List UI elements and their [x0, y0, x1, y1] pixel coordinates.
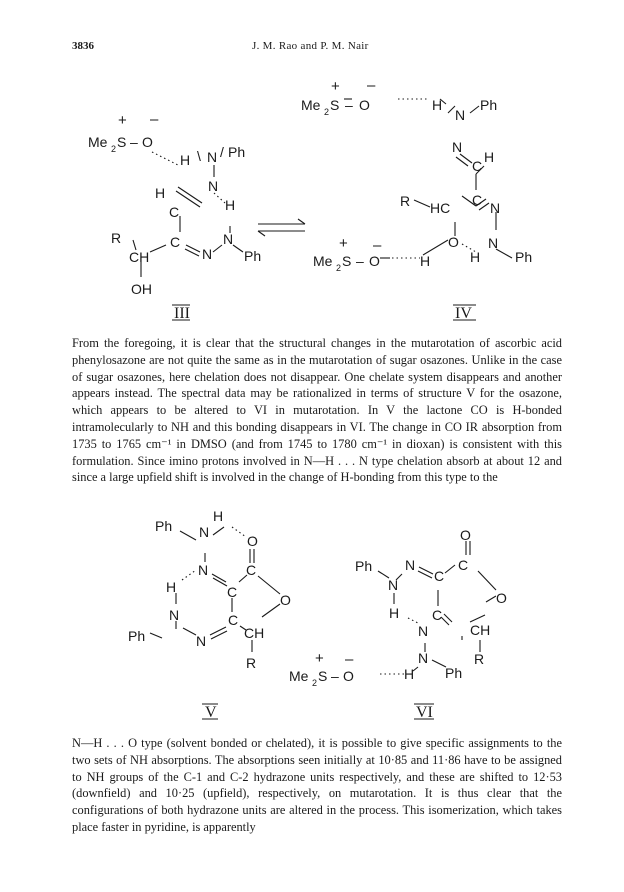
iv-dmso-sub: 2: [324, 107, 330, 117]
v-h-top: H: [213, 508, 224, 524]
chemical-bond: [470, 615, 485, 622]
vi-r: R: [474, 651, 485, 667]
chemical-bond: [213, 527, 224, 535]
chemical-bond: [210, 627, 226, 635]
vi-dmso-sub: 2: [312, 678, 318, 688]
iv-c2: C: [472, 192, 483, 208]
bond-glyph: [88, 134, 108, 150]
iii-n2: N: [202, 246, 213, 262]
v-n2: N: [169, 607, 180, 623]
chemical-bond: [470, 106, 479, 113]
bond-glyph: –: [331, 668, 339, 684]
hydrogen-bond: [152, 152, 178, 165]
iv-n-top: N: [455, 107, 466, 123]
v-n3: N: [196, 633, 207, 649]
vi-h-dmso: H: [404, 666, 415, 682]
chemical-bond: [448, 106, 455, 113]
iv-dmso2-o: O: [369, 253, 380, 269]
iii-ph-bottom: Ph: [244, 248, 262, 264]
iv-dmso-o: O: [359, 97, 370, 113]
iii-c1: C: [169, 204, 180, 220]
chemical-bond: [445, 565, 455, 573]
vi-dmso-minus: –: [345, 651, 354, 668]
hydrogen-bond: [408, 618, 418, 623]
iii-dmso-o: O: [142, 134, 153, 150]
bond-glyph: –: [345, 97, 353, 113]
chemical-bond: [233, 245, 243, 252]
v-c-carbonyl: C: [246, 562, 257, 578]
vi-c-carbonyl: C: [458, 557, 469, 573]
label-iii: III: [174, 305, 190, 322]
scheme-iii-iv: [0, 0, 624, 335]
vi-ph-bottom: Ph: [445, 665, 463, 681]
iv-h-c1: H: [484, 149, 495, 165]
v-o-ring: O: [280, 592, 291, 608]
bond-glyph: –: [356, 253, 364, 269]
iii-dmso-s: S: [117, 134, 127, 150]
v-c2: C: [228, 612, 239, 628]
vi-n3: N: [418, 650, 429, 666]
chemical-bond: [496, 249, 512, 258]
iv-n3: N: [488, 235, 499, 251]
v-h-bridge: H: [166, 579, 177, 595]
chemical-bond: [432, 660, 446, 667]
iii-h-top: H: [180, 152, 191, 168]
iv-hc: HC: [430, 200, 451, 216]
chemical-bond: [298, 219, 305, 224]
iii-h-bridge: H: [225, 197, 236, 213]
iii-dmso-minus: –: [150, 111, 159, 128]
iv-ph-top: Ph: [480, 97, 498, 113]
v-r: R: [246, 655, 257, 671]
iv-h-top: H: [432, 97, 443, 113]
iv-dmso-plus: +: [331, 78, 340, 95]
chemical-bond: [180, 531, 196, 540]
bond-glyph: \: [197, 148, 201, 164]
iv-dmso-minus: –: [367, 77, 376, 94]
label-v: V: [205, 704, 217, 721]
iv-n2: N: [490, 200, 501, 216]
v-o-carbonyl: O: [247, 533, 258, 549]
vi-c2: C: [432, 607, 443, 623]
hydrogen-bond: [214, 193, 225, 203]
iii-r: R: [111, 230, 122, 246]
v-n-imine: N: [198, 562, 209, 578]
bond-glyph: –: [130, 134, 138, 150]
iv-dmso2-sub: 2: [336, 263, 342, 273]
iv-dmso-s: S: [330, 97, 340, 113]
vi-n2: N: [418, 623, 429, 639]
v-ch: CH: [244, 625, 265, 641]
vi-ch: CH: [470, 622, 491, 638]
vi-ph-top: Ph: [355, 558, 373, 574]
chemical-bond: [183, 628, 196, 635]
page-number: 3836: [72, 40, 94, 52]
iii-h-c1: H: [155, 185, 166, 201]
label-vi: VI: [416, 704, 433, 721]
chemical-bond: [258, 231, 265, 236]
iv-c1: C: [472, 158, 483, 174]
iii-ph-top: Ph: [228, 144, 246, 160]
chemical-bond: [213, 245, 222, 252]
scheme-v-vi: [0, 500, 624, 725]
vi-dmso-s: S: [318, 668, 328, 684]
paragraph-1: From the foregoing, it is clear that the structural changes in the mutarotation of ascorbic acid phenylosazone are not quite the same as in the mutarotation of sugar osazones. Unlike in the case of sugar osazones, here chelation does not disappear. One chelate system disappears and another appears instead. The spectral data may be rationalized in terms of structure V for the osazone, which appears to be altered to VI in mutarotation. In V the lactone CO is H-bonded intramolecularly to NH and this bonding disappears in VI. The change in CO IR absorption from 1735 to 1765 cm⁻¹ in DMSO (and from 1745 to 1780 cm⁻¹ in dioxan) is consistent with this formulation. Since imino protons involved in N—H . . . N type chelation absorb at about 12 and since a large upfield shift is involved in the change of H-bonding from this type to the: [72, 336, 562, 485]
paragraph-2: N—H . . . O type (solvent bonded or chelated), it is possible to give specific assignments to the two sets of NH absorptions. The absorptions seen initially at 10·85 and 11·86 have to be assigned to NH groups of the C-1 and C-2 hydrazone units respectively, and these are shifted to 12·53 (downfield) and 10·25 (upfield), respectively, on mutarotation. It is thus clear that the configurations of both hydrazone units are altered in the process. This isomerization, which takes place faster in pyridine, is apparently: [72, 736, 562, 834]
vi-n-top: N: [405, 557, 416, 573]
iv-dmso2-me: Me: [313, 253, 333, 269]
iv-dmso2-minus: –: [373, 237, 382, 254]
iii-c2: C: [170, 234, 181, 250]
chemical-bond: [486, 596, 496, 602]
label-iv: IV: [455, 305, 472, 322]
iii-n-top: N: [207, 149, 218, 165]
iv-n-imine: N: [452, 139, 463, 155]
iii-oh: OH: [131, 281, 152, 297]
vi-h-bridge: H: [389, 605, 400, 621]
hydrogen-bond: [232, 527, 246, 537]
iv-o: O: [448, 234, 459, 250]
vi-o-carbonyl: O: [460, 527, 471, 543]
bond-glyph: /: [220, 144, 224, 160]
chemical-bond: [262, 604, 280, 617]
vi-dmso-o: O: [343, 668, 354, 684]
chemical-bond: [211, 631, 227, 639]
iv-ph-bottom: Ph: [515, 249, 533, 265]
iv-h-bridge: H: [470, 249, 481, 265]
chemical-bond: [258, 576, 280, 594]
chemical-bond: [150, 633, 162, 638]
iii-dmso-plus: +: [118, 112, 127, 129]
v-ph-top: Ph: [155, 518, 173, 534]
chemical-bond: [414, 200, 430, 207]
iv-dmso-me: Me: [301, 97, 321, 113]
vi-dmso-plus: +: [315, 650, 324, 667]
iii-ch: CH: [129, 249, 150, 265]
iii-dmso-me: Me: [88, 134, 108, 150]
iv-h-dmso: H: [420, 253, 431, 269]
vi-o-ring: O: [496, 590, 507, 606]
v-ph-bottom: Ph: [128, 628, 146, 644]
vi-n-hydrazone: N: [388, 577, 399, 593]
chemical-bond: [150, 245, 166, 252]
vi-dmso-me: Me: [289, 668, 309, 684]
v-c1: C: [227, 584, 238, 600]
iii-n-imine: N: [208, 178, 219, 194]
iv-dmso2-plus: +: [339, 235, 348, 252]
vi-c1: C: [434, 568, 445, 584]
v-n-top: N: [199, 524, 210, 540]
running-head: J. M. Rao and P. M. Nair: [252, 40, 369, 52]
iii-dmso-sub: 2: [111, 144, 117, 154]
iv-r: R: [400, 193, 411, 209]
iv-dmso2-s: S: [342, 253, 352, 269]
chemical-bond: [478, 571, 496, 590]
hydrogen-bond: [182, 570, 196, 580]
iii-n3: N: [223, 231, 234, 247]
